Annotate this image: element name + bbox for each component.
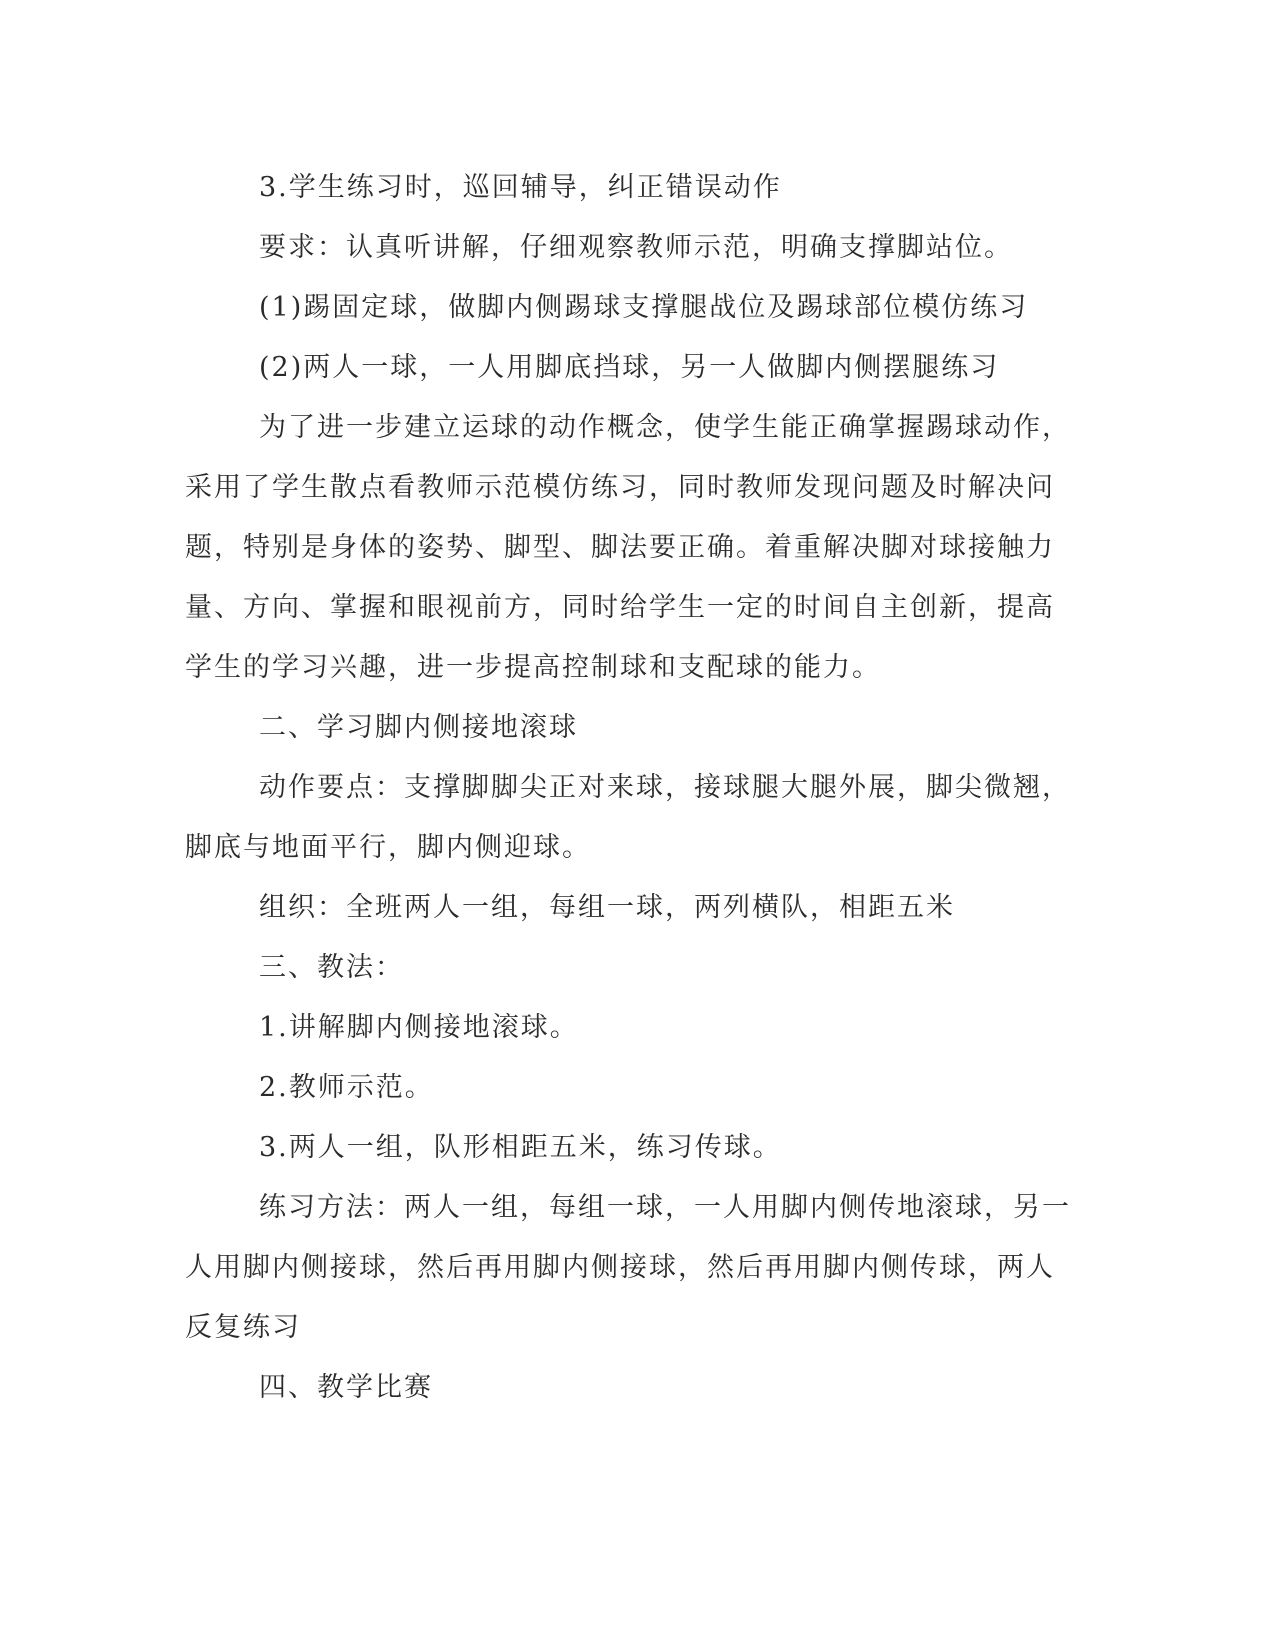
paragraph: 组织：全班两人一组，每组一球，两列横队，相距五米: [259, 892, 955, 923]
list-item: 2.教师示范。: [259, 1072, 434, 1103]
section-heading: 二、学习脚内侧接地滚球: [259, 712, 578, 743]
document-body: [185, 158, 1075, 1418]
list-item: 3.两人一组，队形相距五米，练习传球。: [259, 1132, 782, 1163]
section-heading: 三、教法：: [259, 952, 404, 983]
paragraph: (1)踢固定球，做脚内侧踢球支撑腿战位及踢球部位模仿练习: [259, 292, 1029, 323]
paragraph: 练习方法：两人一组，每组一球，一人用脚内侧传地滚球，另一人用脚内侧接球，然后再用脚内侧接球，然后再用脚内侧传球，两人反复练习: [185, 1192, 1071, 1343]
section-heading: 四、教学比赛: [259, 1372, 433, 1403]
paragraph: 要求：认真听讲解，仔细观察教师示范，明确支撑脚站位。: [259, 232, 1013, 263]
paragraph: (2)两人一球，一人用脚底挡球，另一人做脚内侧摆腿练习: [259, 352, 1000, 383]
paragraph: 3.学生练习时，巡回辅导，纠正错误动作: [259, 172, 782, 203]
paragraph: 为了进一步建立运球的动作概念，使学生能正确掌握踢球动作，采用了学生散点看教师示范模仿练习，同时教师发现问题及时解决问题，特别是身体的姿势、脚型、脚法要正确。着重解决脚对球接触力量、方向、掌握和眼视前方，同时给学生一定的时间自主创新，提高学生的学习兴趣，进一步提高控制球和支配球的能力。: [185, 412, 1071, 683]
paragraph: 动作要点：支撑脚脚尖正对来球，接球腿大腿外展，脚尖微翘，脚底与地面平行，脚内侧迎球。: [185, 772, 1071, 863]
list-item: 1.讲解脚内侧接地滚球。: [259, 1012, 579, 1043]
